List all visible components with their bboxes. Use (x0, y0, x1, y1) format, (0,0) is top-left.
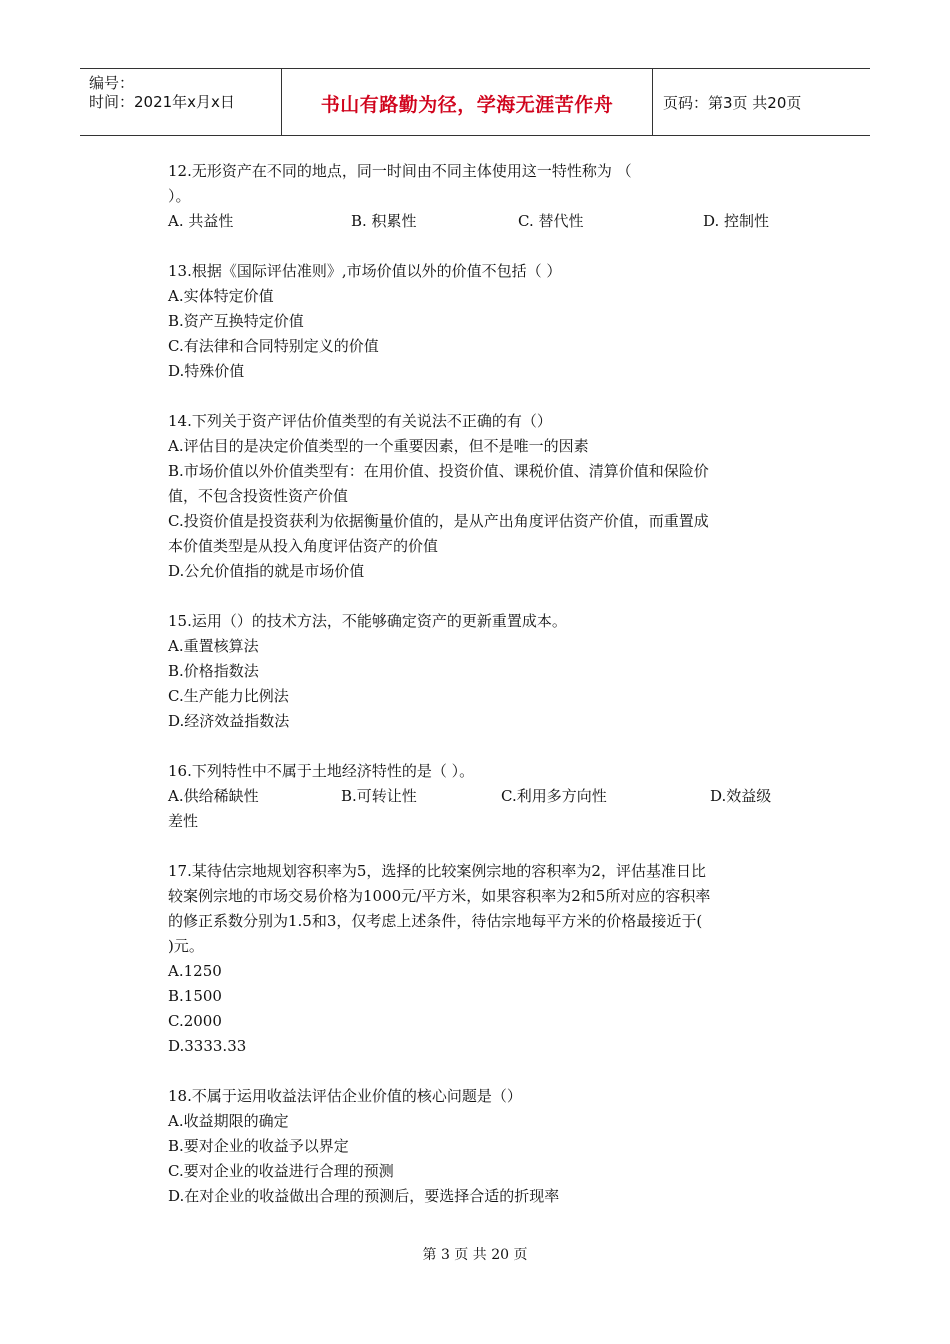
question-stem: 15.运用（）的技术方法，不能够确定资产的更新重置成本。 (168, 612, 567, 630)
question-stem: 12.无形资产在不同的地点，同一时间由不同主体使用这一特性称为 （ (168, 162, 632, 180)
option-b: B.1500 (168, 987, 222, 1005)
question-stem-continued: 较案例宗地的市场交易价格为1000元/平方米，如果容积率为2和5所对应的容积率 (168, 887, 711, 905)
question-12 (168, 159, 788, 234)
question-13 (168, 259, 788, 384)
option-d: D.3333.33 (168, 1037, 247, 1055)
option-c: C.利用多方向性 (501, 787, 607, 805)
header-motto-cell (281, 69, 653, 135)
header-info-cell (80, 69, 281, 135)
document-number-label: 编号： (89, 74, 135, 92)
question-15 (168, 609, 788, 734)
option-c-continued: 本价值类型是从投入角度评估资产的价值 (168, 537, 439, 555)
option-a: A.实体特定价值 (168, 287, 274, 305)
option-a: A.收益期限的确定 (168, 1112, 289, 1130)
option-d: D.经济效益指数法 (168, 712, 290, 730)
question-stem: 13.根据《国际评估准则》,市场价值以外的价值不包括（ ） (168, 262, 562, 280)
option-c: C.投资价值是投资获利为依据衡量价值的，是从产出角度评估资产价值，而重置成 (168, 512, 709, 530)
option-d: D. 控制性 (703, 212, 770, 230)
option-d: D.效益级 (710, 787, 772, 805)
option-d: D.特殊价值 (168, 362, 245, 380)
option-a: A. 共益性 (168, 212, 234, 230)
question-stem-continued: ）。 (168, 187, 191, 205)
option-c: C. 替代性 (518, 212, 584, 230)
question-list (168, 159, 788, 1209)
document-date-label: 时间：2021年x月x日 (89, 93, 235, 111)
option-b: B.价格指数法 (168, 662, 259, 680)
option-c: C.有法律和合同特别定义的价值 (168, 337, 379, 355)
question-18 (168, 1084, 788, 1209)
option-b: B.市场价值以外价值类型有：在用价值、投资价值、课税价值、清算价值和保险价 (168, 462, 709, 480)
question-16 (168, 759, 788, 834)
page-footer: 第 3 页 共 20 页 (422, 1247, 528, 1263)
question-stem: 18.不属于运用收益法评估企业价值的核心问题是（） (168, 1087, 522, 1105)
header-page-cell (653, 69, 870, 135)
option-a: A.1250 (168, 962, 222, 980)
question-17 (168, 859, 788, 1059)
option-b-continued: 值，不包含投资性资产价值 (168, 487, 349, 505)
option-row (168, 209, 788, 234)
option-d: D.在对企业的收益做出合理的预测后，要选择合适的折现率 (168, 1187, 560, 1205)
option-a: A.评估目的是决定价值类型的一个重要因素，但不是唯一的因素 (168, 437, 589, 455)
question-stem: 14.下列关于资产评估价值类型的有关说法不正确的有（） (168, 412, 552, 430)
option-b: B.要对企业的收益予以界定 (168, 1137, 349, 1155)
option-c: C.生产能力比例法 (168, 687, 289, 705)
option-b: B.资产互换特定价值 (168, 312, 304, 330)
question-14 (168, 409, 788, 584)
question-stem: 16.下列特性中不属于土地经济特性的是（ ）。 (168, 762, 475, 780)
question-stem: 17.某待估宗地规划容积率为5，选择的比较案例宗地的容积率为2，评估基准日比 (168, 862, 706, 880)
option-c: C.2000 (168, 1012, 222, 1030)
question-stem-continued: 的修正系数分别为1.5和3，仅考虑上述条件，待估宗地每平方米的价格最接近于( (168, 912, 703, 930)
option-d: D.公允价值指的就是市场价值 (168, 562, 365, 580)
option-row (168, 784, 788, 809)
option-b: B.可转让性 (341, 787, 417, 805)
option-a: A.供给稀缺性 (168, 787, 259, 805)
option-d-continued: 差性 (168, 812, 199, 830)
option-a: A.重置核算法 (168, 637, 259, 655)
header-page-number: 页码：第3页 共20页 (663, 94, 802, 112)
question-stem-continued: )元。 (168, 937, 204, 955)
header-motto: 书山有路勤为径，学海无涯苦作舟 (320, 94, 614, 116)
option-b: B. 积累性 (351, 212, 417, 230)
page-header (80, 68, 870, 136)
option-c: C.要对企业的收益进行合理的预测 (168, 1162, 394, 1180)
